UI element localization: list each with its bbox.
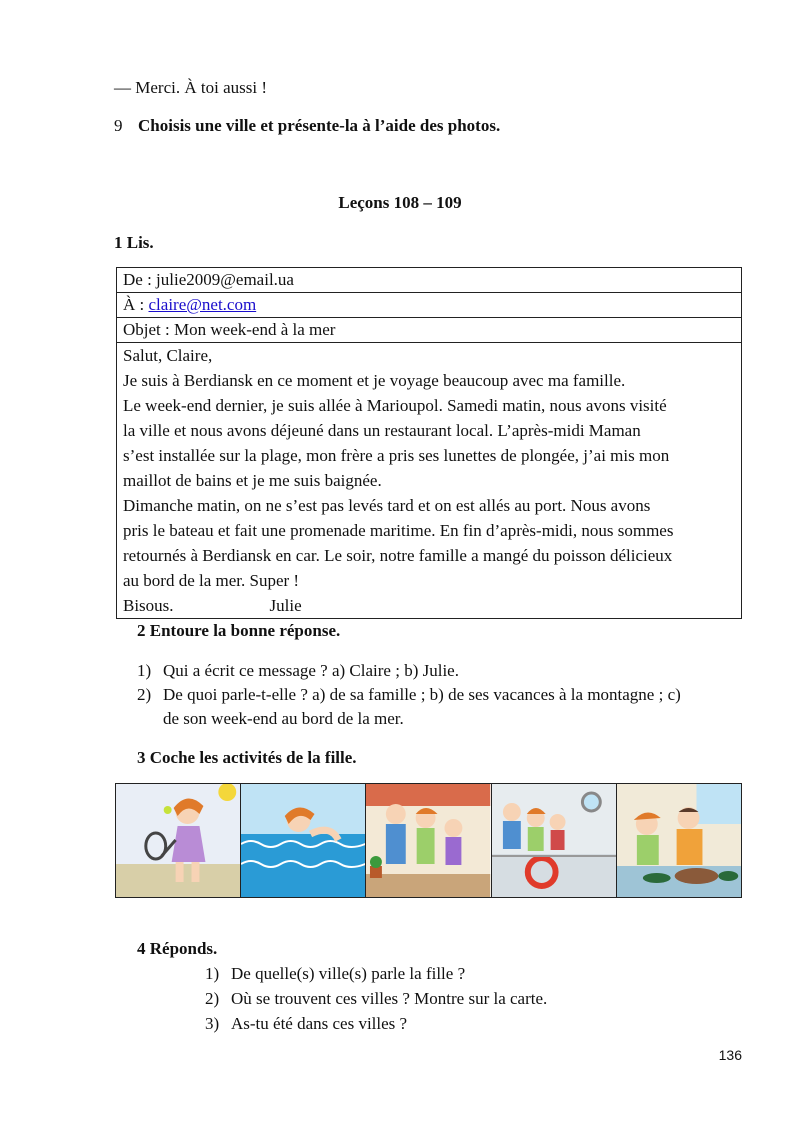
email-message (116, 267, 742, 619)
exercise-4-question-3 (205, 1011, 407, 1037)
exercise-9-instruction: Choisis une ville et présente-la à l’aide des photos. (138, 116, 501, 135)
boat-trip-picture[interactable] (492, 784, 617, 897)
tennis-picture[interactable] (116, 784, 241, 897)
email-body-line: pris le bateau et fait une promenade maritime. En fin d’après-midi, nous sommes (123, 521, 674, 540)
question-text: Qui a écrit ce message ? a) Claire ; b) Julie. (163, 661, 459, 680)
dinner-picture[interactable] (617, 784, 741, 897)
exercise-4-title: 4 Réponds. (137, 939, 218, 958)
question-number: 1) (137, 661, 152, 680)
email-subject-row (117, 318, 741, 343)
question-text: Où se trouvent ces villes ? Montre sur la carte. (231, 989, 548, 1008)
question-text: De quelle(s) ville(s) parle la fille ? (231, 964, 466, 983)
lessons-title: Leçons 108 – 109 (338, 193, 462, 212)
page-number: 136 (718, 1047, 742, 1063)
question-number: 2) (205, 989, 220, 1008)
email-from-label: De : (123, 270, 157, 289)
email-to-row (117, 293, 741, 318)
exercise-9-number: 9 (114, 116, 123, 135)
email-signoff-line (123, 593, 735, 618)
email-body-line: maillot de bains et je me suis baignée. (123, 471, 382, 490)
exercise-1-title: 1 Lis. (114, 233, 154, 252)
email-signoff: Bisous. (123, 596, 174, 615)
email-from-row (117, 268, 741, 293)
exercise-2-title: 2 Entoure la bonne réponse. (137, 621, 341, 640)
exercise-2-question-1 (137, 659, 459, 683)
email-body (117, 343, 741, 618)
email-from-address: julie2009@email.ua (156, 270, 294, 289)
exercise-2-question-2 (137, 683, 681, 707)
email-to-label: À : (123, 295, 149, 314)
email-body-line: Salut, Claire, (123, 346, 213, 365)
email-body-line: retournés à Berdiansk en car. Le soir, notre famille a mangé du poisson délicieux (123, 546, 673, 565)
activity-pictures (115, 783, 742, 898)
question-number: 1) (205, 964, 220, 983)
email-body-line: la ville et nous avons déjeuné dans un restaurant local. L’après-midi Maman (123, 421, 641, 440)
exercise-3-title: 3 Coche les activités de la fille. (137, 748, 357, 767)
closing-line: — Merci. À toi aussi ! (114, 78, 267, 97)
email-body-line: Le week-end dernier, je suis allée à Marioupol. Samedi matin, nous avons visité (123, 396, 667, 415)
exercise-9 (114, 116, 500, 136)
email-to-link[interactable]: claire@net.com (148, 295, 257, 314)
email-body-line: Dimanche matin, on ne s’est pas levés tard et on est allés au port. Nous avons (123, 496, 651, 515)
email-body-line: Je suis à Berdiansk en ce moment et je voyage beaucoup avec ma famille. (123, 371, 626, 390)
exercise-4-question-2 (205, 986, 547, 1012)
exercise-2-question-2-continued: de son week-end au bord de la mer. (163, 709, 404, 728)
email-subject: Mon week-end à la mer (174, 320, 336, 339)
email-signature: Julie (269, 596, 302, 615)
email-body-line: s’est installée sur la plage, mon frère a pris ses lunettes de plongée, j’ai mis mon (123, 446, 670, 465)
question-text: De quoi parle-t-elle ? a) de sa famille ; b) de ses vacances à la montagne ; c) (163, 685, 681, 704)
exercise-4-question-1 (205, 961, 465, 987)
question-text: As-tu été dans ces villes ? (231, 1014, 408, 1033)
email-subject-label: Objet : (123, 320, 174, 339)
family-visit-picture[interactable] (366, 784, 491, 897)
email-body-line: au bord de la mer. Super ! (123, 571, 300, 590)
question-number: 2) (137, 685, 152, 704)
swimming-picture[interactable] (241, 784, 366, 897)
question-number: 3) (205, 1014, 220, 1033)
